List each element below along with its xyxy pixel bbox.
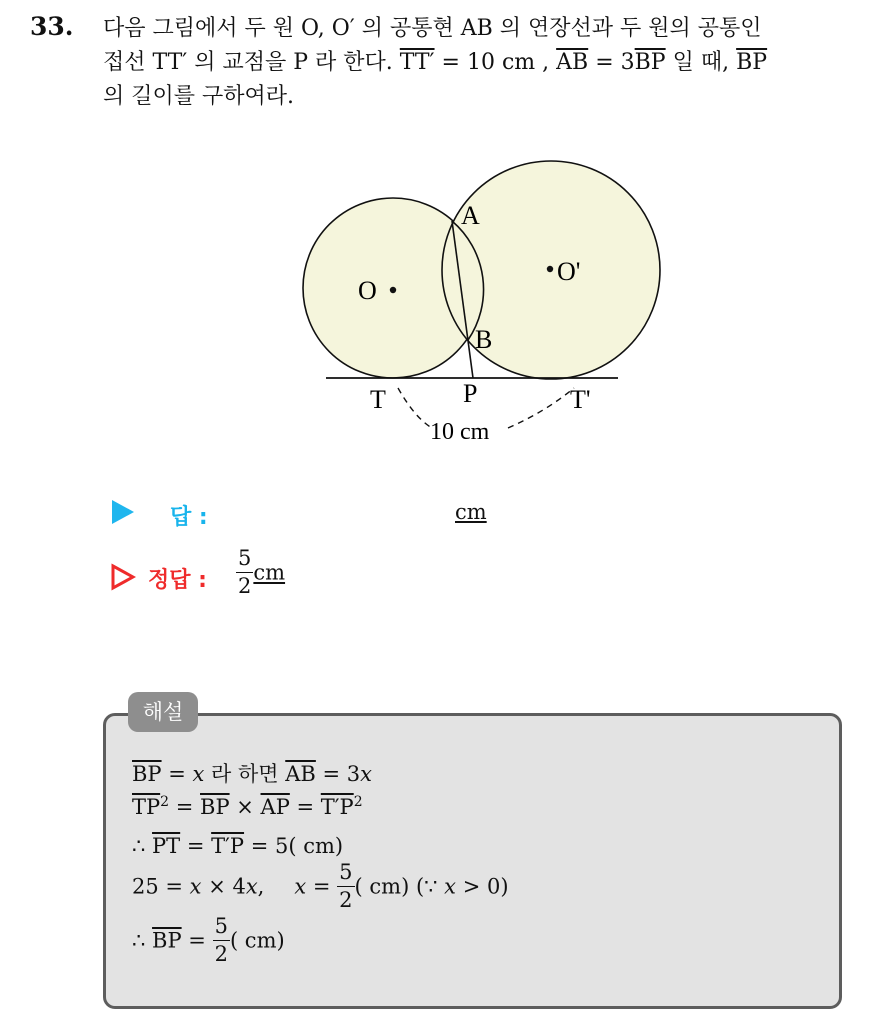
exponent: 2 — [353, 794, 363, 810]
sol-text: × — [229, 795, 261, 819]
solution-tag: 해설 — [128, 692, 198, 732]
segment-bp: $\overline{BP}$ — [200, 795, 230, 819]
segment-bp: $\overline{BP}$ — [152, 928, 182, 953]
circles-figure — [290, 155, 670, 455]
segment-ab: $\overline{AB}$ — [556, 50, 589, 75]
label-o-prime: O' — [557, 257, 581, 286]
dimension-label: 10 cm — [430, 419, 490, 445]
sol-text: ( cm) — [229, 928, 285, 953]
label-o: O — [358, 276, 377, 305]
sol-text: = — [161, 762, 193, 786]
fraction-denominator: 2 — [238, 574, 252, 598]
question-number: 33. — [30, 12, 74, 41]
question-text — [103, 12, 873, 114]
sol-text: = — [180, 834, 212, 858]
solution-line-5 — [132, 916, 285, 965]
answer-input-area[interactable] — [236, 502, 446, 530]
answer-label: 답 : — [170, 505, 208, 530]
question-line-2 — [103, 46, 873, 80]
center-o-dot — [390, 287, 396, 293]
correct-fraction — [236, 548, 253, 597]
sol-text: 라 하면 — [204, 762, 286, 786]
center-o-prime-dot — [547, 266, 553, 272]
fraction-numerator: 5 — [339, 860, 353, 884]
segment-pt: $\overline{PT}$ — [152, 834, 181, 858]
var-x: x — [360, 762, 373, 786]
exponent: 2 — [160, 794, 170, 810]
segment-ab: $\overline{AB}$ — [285, 762, 316, 786]
therefore-sign: ∴ — [132, 834, 153, 858]
correct-arrow-icon — [110, 563, 136, 591]
label-t-prime: T' — [570, 385, 591, 414]
fraction-denominator: 2 — [214, 942, 228, 966]
sol-text: > 0) — [456, 874, 509, 899]
segment-bp: $\overline{BP}$ — [634, 50, 666, 75]
q-text: 접선 TT′ 의 교점을 P 라 한다. — [103, 50, 393, 75]
solution-line-2 — [132, 794, 363, 819]
sol-text: ( cm) (∵ — [354, 874, 445, 899]
segment-bp: $\overline{BP}$ — [132, 762, 162, 786]
q-text: 일 때, — [672, 50, 730, 75]
var-x: x — [189, 874, 202, 899]
sol-text: × 4 — [201, 874, 246, 899]
q-text: = 3 — [595, 50, 635, 75]
fraction-numerator: 5 — [238, 546, 252, 570]
label-p: P — [463, 379, 478, 408]
solution-fraction-2 — [213, 916, 230, 965]
correct-answer-value — [236, 548, 285, 597]
segment-tp-prime: T′P — [211, 834, 245, 858]
sol-text: 25 = — [132, 874, 190, 899]
sol-text: = — [169, 795, 201, 819]
fraction-denominator: 2 — [339, 888, 353, 912]
solution-line-3 — [132, 834, 343, 858]
answer-arrow-icon — [112, 500, 134, 528]
q-text: = 10 cm , — [441, 50, 550, 75]
label-t: T — [370, 385, 386, 414]
correct-label: 정답 : — [148, 568, 207, 593]
var-x: x — [192, 762, 205, 786]
correct-unit: cm — [253, 560, 286, 585]
segment-tt: TT′ — [399, 50, 435, 75]
label-a: A — [461, 201, 480, 230]
solution-fraction-1 — [337, 862, 354, 911]
segment-bp: $\overline{BP}$ — [736, 50, 768, 75]
sol-text: , — [257, 874, 265, 899]
therefore-sign: ∴ — [132, 928, 153, 953]
sol-text: = — [306, 874, 338, 899]
var-x: x — [444, 874, 457, 899]
answer-unit: cm — [455, 500, 487, 524]
segment-tp-prime: T′P — [320, 795, 354, 819]
var-x: x — [294, 874, 307, 899]
solution-line-4 — [132, 862, 509, 911]
sol-text: = — [181, 928, 213, 953]
segment-ap: $\overline{AP}$ — [260, 795, 290, 819]
label-b: B — [475, 325, 493, 354]
sol-text: = 5( cm) — [244, 834, 344, 858]
solution-box — [103, 713, 842, 1009]
var-x: x — [245, 874, 258, 899]
sol-text: = — [289, 795, 321, 819]
sol-text: = 3 — [315, 762, 361, 786]
question-line-1: 다음 그림에서 두 원 O, O′ 의 공통현 AB 의 연장선과 두 원의 공통인 — [103, 16, 762, 41]
question-line-3: 의 길이를 구하여라. — [103, 84, 294, 109]
segment-tp: $\overline{TP}$ — [132, 795, 161, 819]
solution-line-1 — [132, 758, 372, 788]
fraction-numerator: 5 — [214, 914, 228, 938]
